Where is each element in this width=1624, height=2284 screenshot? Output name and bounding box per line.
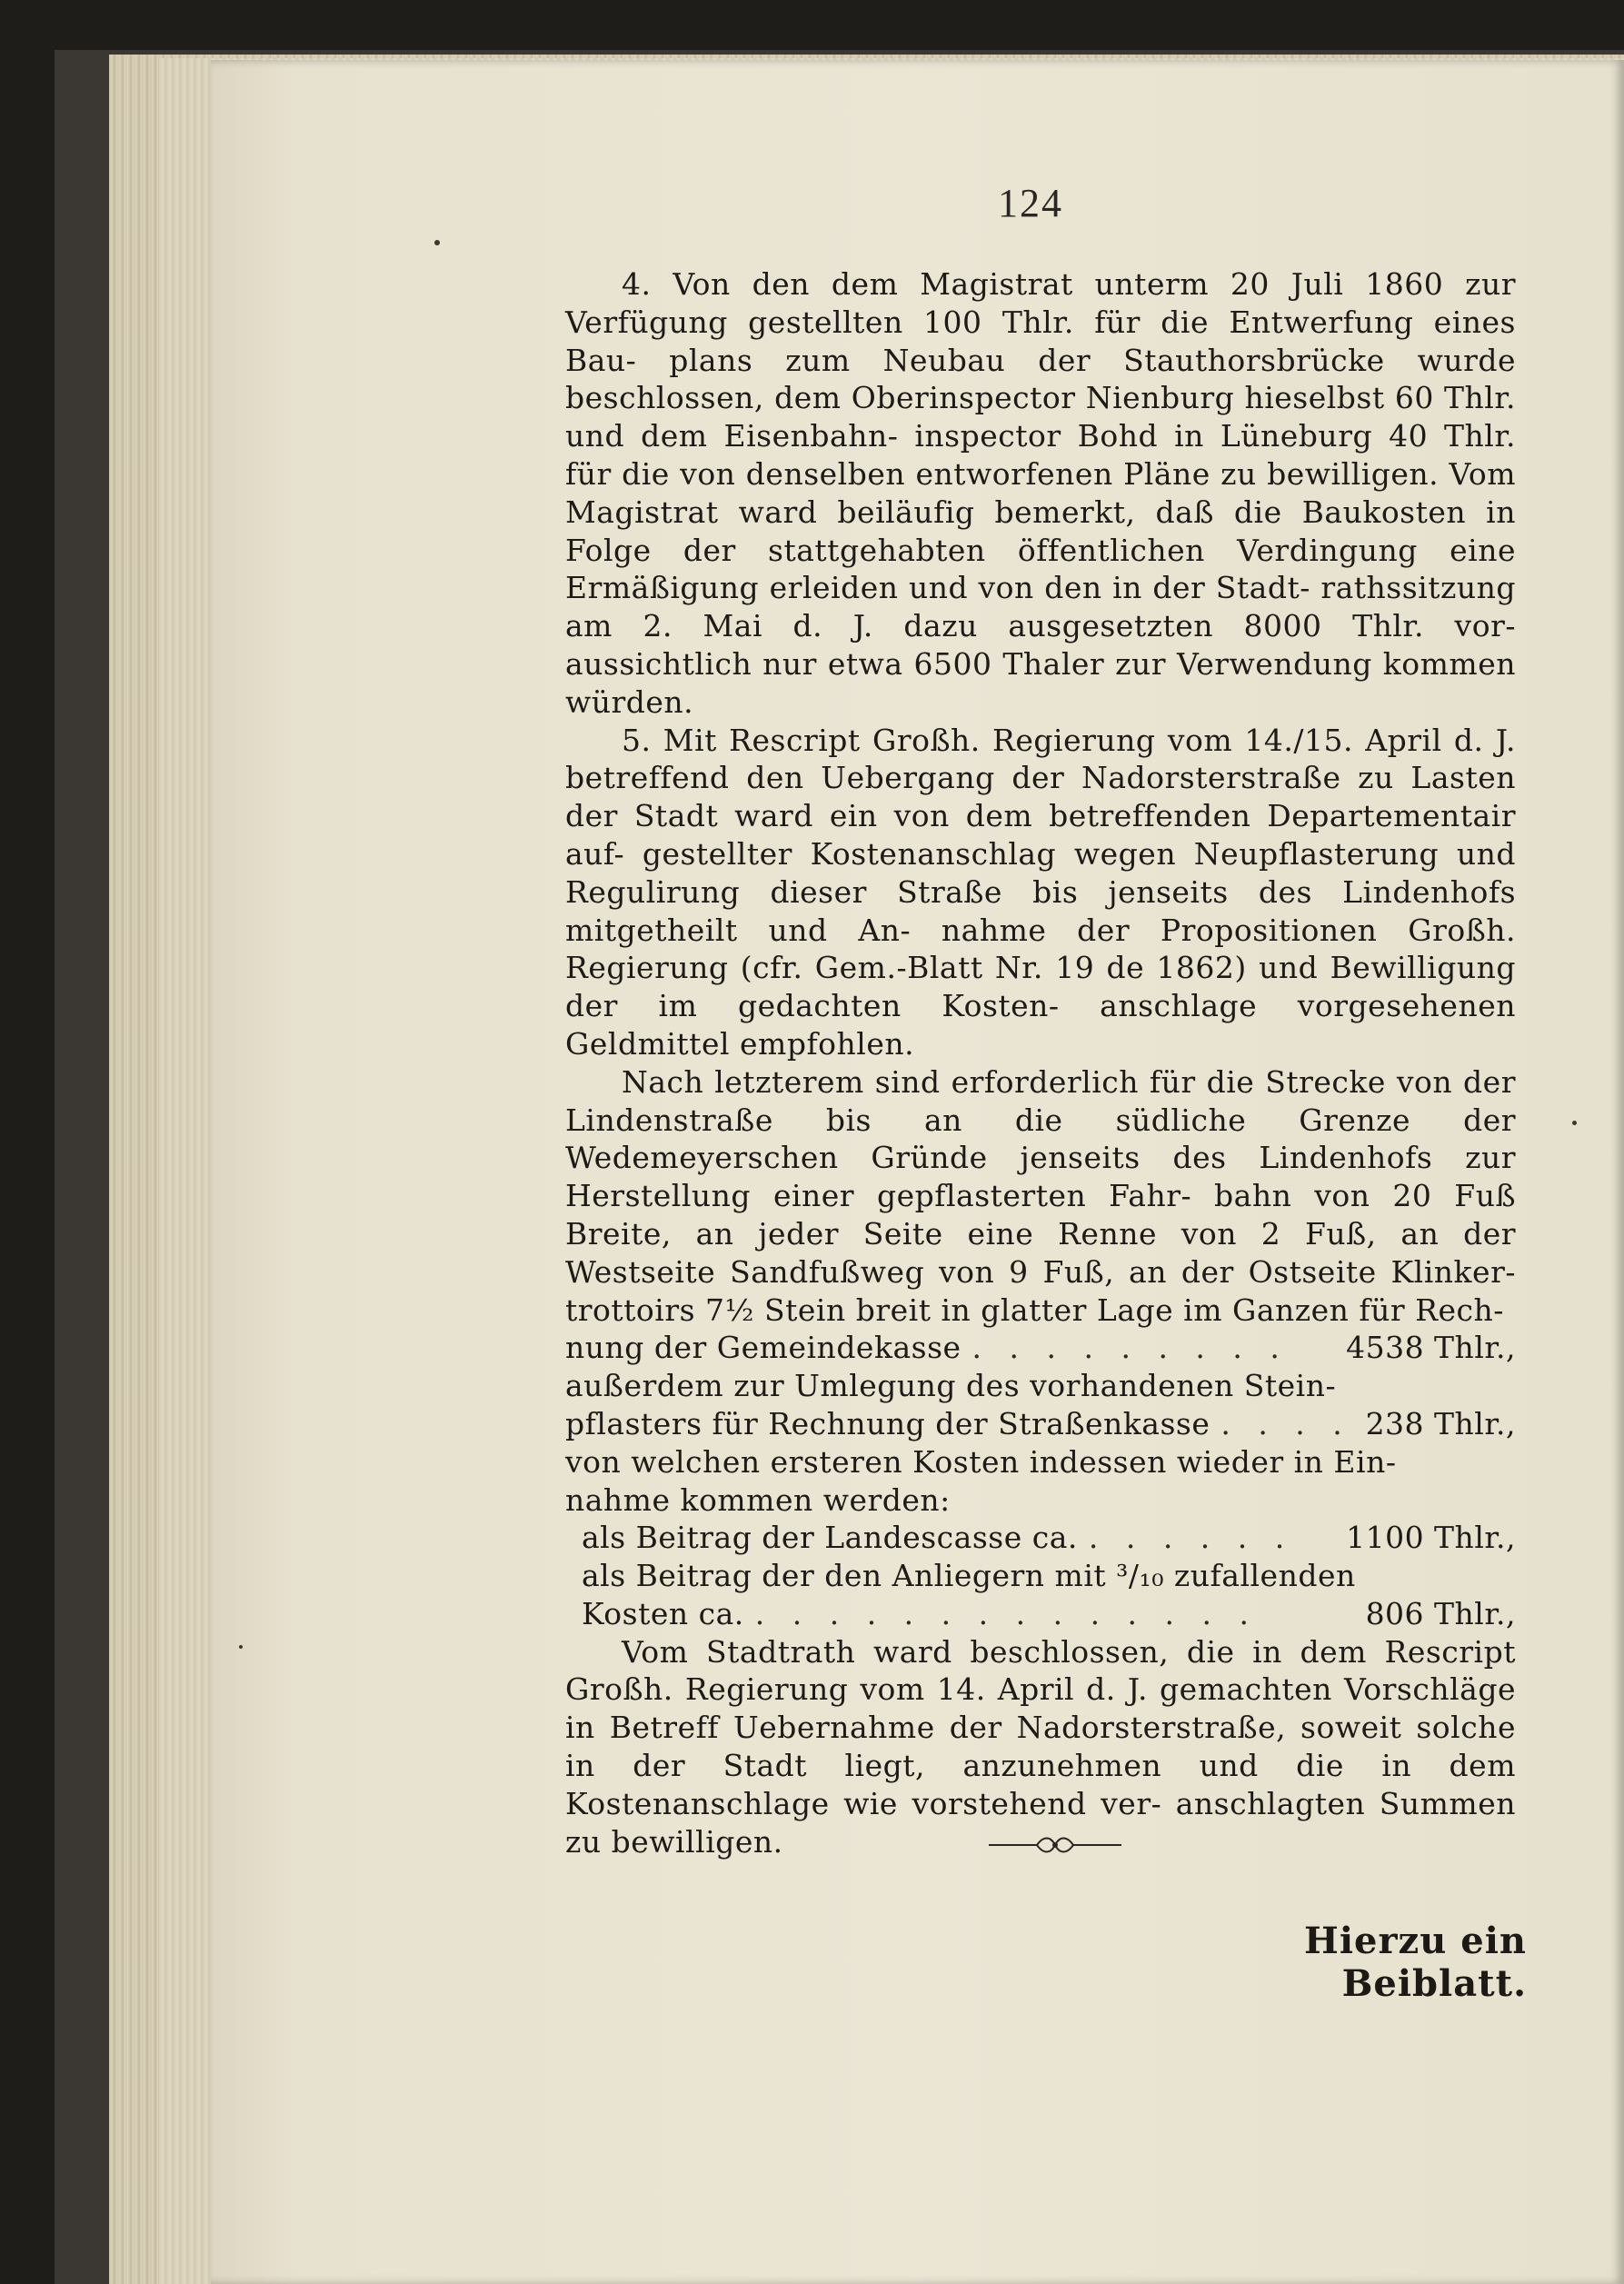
paragraph-item-5: 5. Mit Rescript Großh. Regierung vom 14./15. April d. J. betreffend den Uebergang der Nadorsterstraße zu Lasten der Stadt ward ein von dem betreffenden Departementair auf- gestellter Kostenanschlag wegen Neupflasterung und Regulirung dieser Straße bis jenseits des Lindenhofs mitgetheilt und An- nahme der Propositionen Großh. Regierung (cfr. Gem.-Blatt Nr. 19 de 1862) und Bewilligung der im gedachten Kosten- anschlage vorgesehenen Geldmittel empfohlen. xyxy=(565,722,1516,1062)
cost-amount: 806 Thlr., xyxy=(1365,1595,1516,1631)
cost-line-gemeindekasse xyxy=(565,1329,1516,1367)
paragraph-item-4: 4. Von den dem Magistrat unterm 20 Juli 1860 zur Verfügung gestellten 100 Thlr. für die Entwerfung eines Bau- plans zum Neubau der Stauthorsbrücke wurde beschlossen, dem Oberinspector Nienburg hieselbst 60 Thlr. und dem Eisenbahn- inspector Bohd in Lüneburg 40 Thlr. für die von denselben entworfenen Pläne zu bewilligen. Vom Magistrat ward beiläufig bemerkt, daß die Baukosten in Folge der stattgehabten öffentlichen Verdingung eine Ermäßigung erleiden und von den in der Stadt- rathssitzung am 2. Mai d. J. dazu ausgesetzten 8000 Thlr. vor- aussichtlich nur etwa 6500 Thaler zur Verwendung kommen würden. xyxy=(565,266,1516,720)
cost-line-anlieger xyxy=(565,1595,1516,1633)
cost-leader-dots: . . . . . . . . . xyxy=(971,1330,1289,1366)
cost-text: nahme kommen werden: xyxy=(565,1481,951,1518)
cost-label: nung der Gemeindekasse xyxy=(565,1330,961,1366)
page-number: 124 xyxy=(998,181,1063,225)
cost-amount: 4538 Thlr., xyxy=(1346,1330,1516,1366)
ink-speck xyxy=(1572,1121,1577,1125)
cost-text-line xyxy=(565,1557,1516,1595)
cost-line-strassenkasse xyxy=(565,1405,1516,1443)
ornamental-divider xyxy=(987,1831,1123,1859)
cost-leader-dots: . . . . xyxy=(1220,1405,1351,1441)
cost-label: pflasters für Rechnung der Straßenkasse xyxy=(565,1405,1211,1441)
paragraph-cost-details: Nach letzterem sind erforderlich für die Strecke von der Lindenstraße bis an die südliche Grenze der Wedemeyerschen Gründe jenseits des Lindenhofs zur Herstellung einer gepflasterten Fahr- bahn von 20 Fuß Breite, an jeder Seite eine Renne von 2 Fuß, an der Westseite Sandfußweg von 9 Fuß, an der Ostseite Klinker- trottoirs 7½ Stein breit in glatter Lage im Ganzen für Rech- xyxy=(565,1063,1516,1328)
ink-speck xyxy=(239,1645,243,1649)
paragraph-resolution: Vom Stadtrath ward beschlossen, die in dem Rescript Großh. Regierung vom 14. April d. J. gemachten Vorschläge in Betreff Uebernahme der Nadorsterstraße, soweit solche in der Stadt liegt, anzunehmen und die in dem Kostenanschlage wie vorstehend ver- anschlagten Summen zu bewilligen. xyxy=(565,1633,1516,1860)
cost-label: Kosten ca. xyxy=(582,1595,744,1631)
supplement-note: Hierzu ein Beiblatt. xyxy=(1304,1920,1527,2005)
ink-speck xyxy=(434,240,440,245)
cost-text: von welchen ersteren Kosten indessen wieder in Ein- xyxy=(565,1443,1397,1480)
cost-leader-dots: . . . . . . . . . . . . . . xyxy=(754,1595,1258,1631)
cost-amount: 1100 Thlr., xyxy=(1346,1520,1516,1556)
cost-text-line xyxy=(565,1481,1516,1520)
cost-text: als Beitrag der den Anliegern mit ³/₁₀ zufallenden xyxy=(582,1558,1356,1594)
cost-label: als Beitrag der Landescasse ca. xyxy=(582,1520,1078,1556)
cost-text-line xyxy=(565,1443,1516,1481)
cost-leader-dots: . . . . . . xyxy=(1088,1520,1294,1556)
cost-text-line xyxy=(565,1367,1516,1405)
page-body xyxy=(565,265,1516,1860)
cost-line-landescasse xyxy=(565,1519,1516,1557)
cost-amount: 238 Thlr., xyxy=(1365,1405,1516,1441)
cost-text: außerdem zur Umlegung des vorhandenen Stein- xyxy=(565,1368,1337,1404)
